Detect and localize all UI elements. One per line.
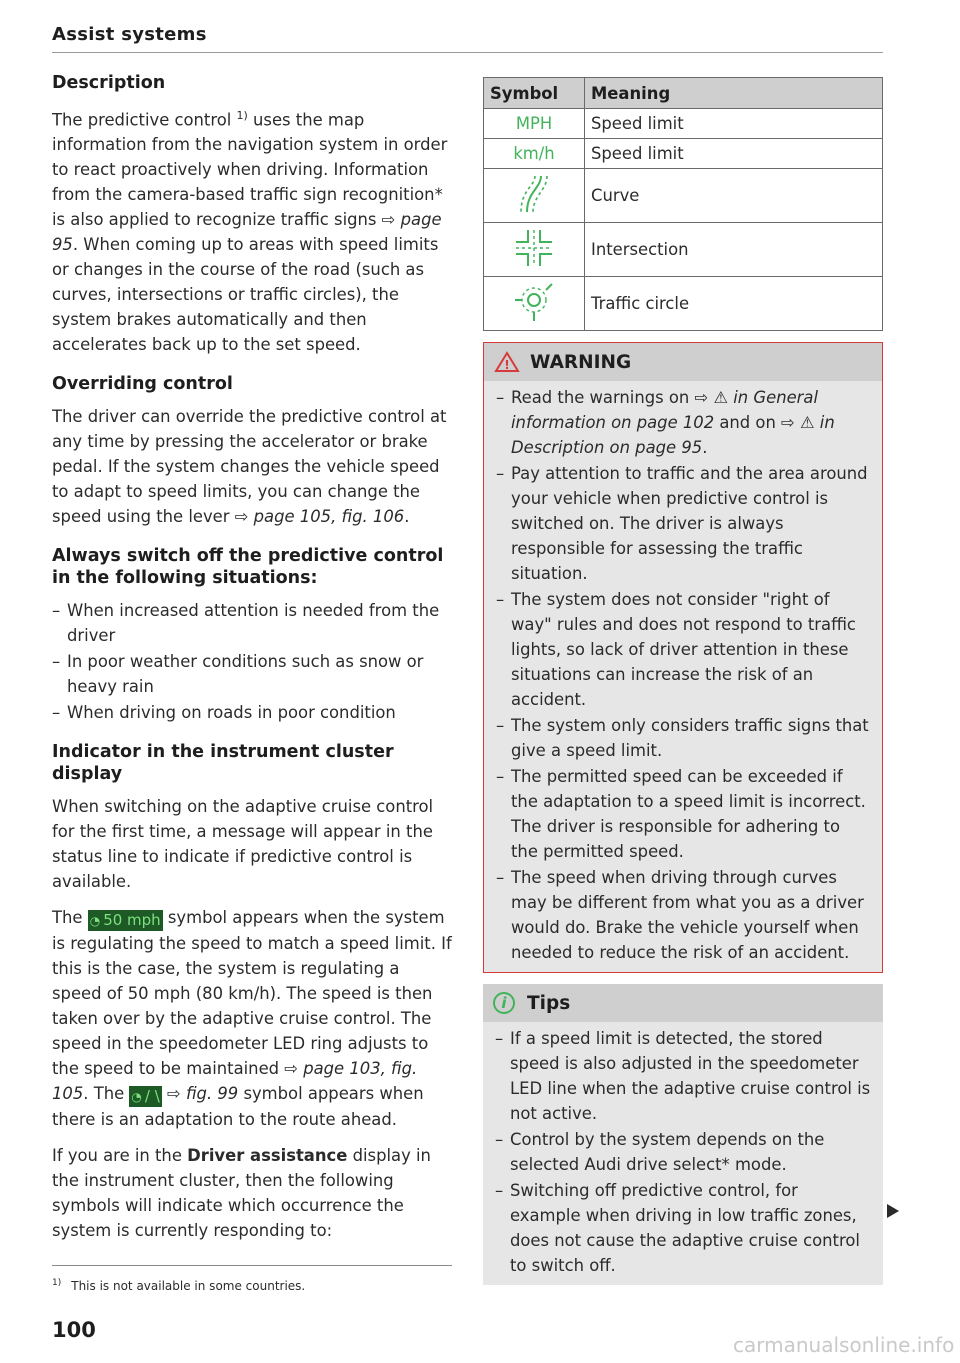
table-row bbox=[484, 139, 883, 169]
list-item: – When driving on roads in poor condition bbox=[52, 700, 452, 725]
cruise-control-icon: ◔ bbox=[131, 1090, 142, 1105]
description-heading: Description bbox=[52, 73, 166, 93]
meaning-cell: Intersection bbox=[585, 223, 883, 277]
indicator-heading: Indicator in the instrument cluster display bbox=[52, 742, 394, 785]
overriding-paragraph: The driver can override the predictive control at any time by pressing the accelerator or brake pedal. If the system changes the vehicle speed to adapt to speed limits, you can change the speed using the lever ⇨ page 105, fig. 106. bbox=[52, 407, 447, 527]
cruise-control-icon: ◔ bbox=[89, 914, 101, 929]
page-95-link[interactable]: ⇨ page 95 bbox=[52, 210, 442, 255]
list-item: – When increased attention is needed from the driver bbox=[52, 598, 452, 648]
overriding-heading: Overriding control bbox=[52, 374, 233, 395]
kmh-symbol: km/h bbox=[484, 139, 585, 169]
right-column bbox=[483, 77, 883, 1285]
watermark: carmanualsonline.info bbox=[733, 1333, 955, 1357]
list-item: – Pay attention to traffic and the area around your vehicle when predictive control is switched on. The driver is always responsible for assessing the traffic situation. bbox=[496, 461, 870, 586]
description-link[interactable]: ⇨ ⚠ in Description on page 95 bbox=[511, 413, 835, 457]
list-item: – In poor weather conditions such as snow or heavy rain bbox=[52, 649, 452, 699]
general-info-link[interactable]: ⇨ ⚠ in General information on page 102 bbox=[511, 388, 818, 432]
warning-triangle-icon bbox=[494, 351, 520, 373]
list-item: – Switching off predictive control, for example when driving in low traffic zones, does not cause the adaptive cruise control to switch off. bbox=[495, 1178, 871, 1278]
meaning-cell: Speed limit bbox=[585, 139, 883, 169]
list-item: – The speed when driving through curves may be different from what you as a driver would do. Brake the vehicle yourself when needed to reduce the risk of an accident. bbox=[496, 865, 870, 965]
info-icon: i bbox=[493, 992, 515, 1014]
table-row bbox=[484, 109, 883, 139]
footnote-marker[interactable]: 1) bbox=[236, 109, 248, 122]
mph-symbol: MPH bbox=[484, 109, 585, 139]
meaning-cell: Curve bbox=[585, 169, 883, 223]
symbol-column-header: Symbol bbox=[484, 78, 585, 109]
route-adaptation-badge: ◔ / \ bbox=[131, 1087, 160, 1106]
meaning-column-header: Meaning bbox=[585, 78, 883, 109]
warning-title-bar bbox=[484, 343, 882, 381]
intersection-icon bbox=[484, 223, 585, 277]
meaning-cell: Speed limit bbox=[585, 109, 883, 139]
table-row bbox=[484, 277, 883, 331]
page-103-link[interactable]: ⇨ page 103, fig. 105 bbox=[52, 1059, 418, 1104]
table-row bbox=[484, 169, 883, 223]
description-paragraph: The predictive control $^{1)}$ uses the map information from the navigation system in order to react proactively when driving. Information from the camera-based traffic sign recognition* is also applied to recognize traffic signs ⇨ page 95. When coming up to areas with speed limits or changes in the course of the road (such as curves, intersections or traffic circles), the system brakes automatically and then accelerates back up to the set speed. bbox=[52, 109, 448, 355]
indicator-paragraph-2: The ◔ 50 mph symbol appears when the system is regulating the speed to match a speed limit. If this is the case, the system is regulating a speed of 50 mph (80 km/h). The speed is then taken over by the adaptive cruise control. The speed in the speedometer LED ring adjusts to the speed to be maintained ⇨ page 103, fig. 105. The ◔ / \ ⇨ fig. 99 symbol appears when there is an adaptation to the route ahead. bbox=[52, 908, 452, 1130]
table-row bbox=[484, 223, 883, 277]
list-item: – The system does not consider "right of way" rules and does not respond to traffic lights, so lack of driver attention in these situations can increase the risk of an accident. bbox=[496, 587, 870, 712]
curve-icon bbox=[484, 169, 585, 223]
list-item: – Control by the system depends on the selected Audi drive select* mode. bbox=[495, 1127, 871, 1177]
fig-99-link[interactable]: ⇨ fig. 99 bbox=[167, 1084, 239, 1104]
list-item: – Read the warnings on ⇨ ⚠ in General information on page 102 and on ⇨ ⚠ in Description on page 95. bbox=[496, 385, 870, 460]
meaning-cell: Traffic circle bbox=[585, 277, 883, 331]
tips-title-bar bbox=[483, 984, 883, 1022]
warning-title: WARNING bbox=[530, 351, 632, 373]
page-105-link[interactable]: ⇨ page 105, fig. 106 bbox=[234, 507, 405, 527]
list-item: – The permitted speed can be exceeded if the adaptation to a speed limit is incorrect. The driver is responsible for adhering to the permitted speed. bbox=[496, 764, 870, 864]
traffic-circle-icon bbox=[484, 277, 585, 331]
list-item: – If a speed limit is detected, the stored speed is also adjusted in the speedometer LED line when the adaptive cruise control is not active. bbox=[495, 1026, 871, 1126]
tips-body bbox=[483, 1022, 883, 1285]
list-item: – The system only considers traffic signs that give a speed limit. bbox=[496, 713, 870, 763]
tips-title: Tips bbox=[527, 992, 571, 1014]
left-column bbox=[52, 72, 452, 1254]
warning-box bbox=[483, 342, 883, 973]
symbol-table bbox=[483, 77, 883, 331]
indicator-paragraph-1: When switching on the adaptive cruise control for the first time, a message will appear in the status line to indicate if predictive control is available. bbox=[52, 797, 434, 892]
indicator-paragraph-3: If you are in the Driver assistance display in the instrument cluster, then the following symbols will indicate which occurrence the system is currently responding to: bbox=[52, 1146, 431, 1241]
running-header bbox=[52, 24, 883, 53]
switch-off-heading: Always switch off the predictive control in the following situations: bbox=[52, 546, 444, 589]
speed-limit-badge: ◔ 50 mph bbox=[89, 911, 161, 930]
svg-text:!: ! bbox=[504, 358, 510, 372]
page-number: 100 bbox=[52, 1318, 96, 1342]
tips-box bbox=[483, 984, 883, 1285]
footnote: $^{1)}$ This is not available in some countries. bbox=[52, 1265, 452, 1293]
section-title: Assist systems bbox=[52, 24, 207, 45]
continue-arrow-icon[interactable] bbox=[887, 1204, 899, 1218]
warning-body bbox=[484, 381, 882, 972]
switch-off-list bbox=[52, 598, 452, 725]
